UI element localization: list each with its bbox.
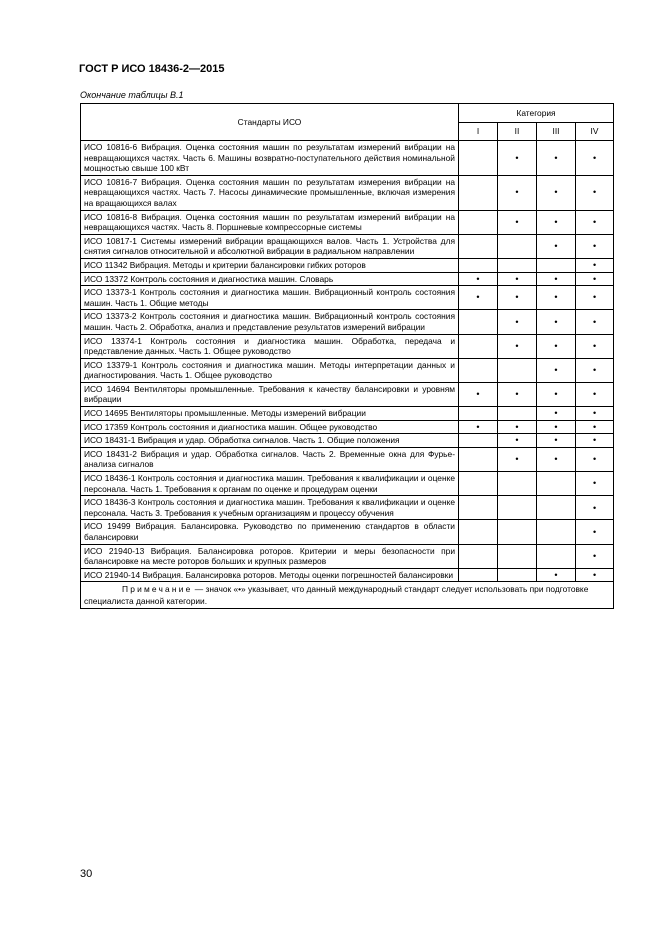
table-row (81, 382, 614, 406)
category-mark-2 (498, 472, 537, 496)
note-label: Примечание (122, 584, 193, 595)
table-row (81, 496, 614, 520)
table-row (81, 568, 614, 582)
document-header: ГОСТ Р ИСО 18436-2—2015 (79, 63, 225, 75)
category-mark-1: • (459, 420, 498, 434)
table-body (81, 141, 614, 582)
category-mark-2: • (498, 141, 537, 176)
category-mark-1 (459, 258, 498, 272)
standard-name: ИСО 18436-3 Контроль состояния и диагностика машин. Требования к квалификации и оценке персонала. Часть 3. Требования к учебным организациям и процессу обучения (81, 496, 459, 520)
category-mark-1 (459, 544, 498, 568)
category-mark-1 (459, 568, 498, 582)
category-mark-1 (459, 234, 498, 258)
page-number: 30 (80, 868, 93, 880)
standard-name: ИСО 13373-1 Контроль состояния и диагностика машин. Вибрационный контроль состояния машин. Часть 1. Общие методы (81, 286, 459, 310)
category-mark-1: • (459, 272, 498, 286)
standard-name: ИСО 10817-1 Системы измерений вибрации вращающихся валов. Часть 1. Устройства для снятия сигналов относительной и абсолютной вибрации в радиальном направлении (81, 234, 459, 258)
standard-name: ИСО 13373-2 Контроль состояния и диагностика машин. Вибрационный контроль состояния машин. Часть 2. Обработка, анализ и представление результатов измерений вибрации (81, 310, 459, 334)
standard-name: ИСО 14695 Вентиляторы промышленные. Методы измерений вибрации (81, 407, 459, 421)
category-mark-4: • (576, 447, 614, 471)
category-mark-2: • (498, 382, 537, 406)
category-mark-3: • (537, 334, 576, 358)
category-mark-2 (498, 496, 537, 520)
standard-name: ИСО 14694 Вентиляторы промышленные. Требования к качеству балансировки и уровням вибрации (81, 382, 459, 406)
category-mark-1 (459, 310, 498, 334)
category-mark-4: • (576, 286, 614, 310)
category-mark-3: • (537, 234, 576, 258)
category-mark-4: • (576, 472, 614, 496)
category-mark-2: • (498, 175, 537, 210)
category-mark-3: • (537, 286, 576, 310)
standard-name: ИСО 18431-2 Вибрация и удар. Обработка сигналов. Часть 2. Временные окна для Фурье-анализа сигналов (81, 447, 459, 471)
category-mark-3: • (537, 420, 576, 434)
category-mark-3: • (537, 141, 576, 176)
category-mark-1 (459, 175, 498, 210)
category-mark-3 (537, 258, 576, 272)
table-row (81, 520, 614, 544)
category-mark-3: • (537, 434, 576, 448)
header-category: Категория (459, 104, 614, 123)
category-mark-2: • (498, 272, 537, 286)
table-row (81, 210, 614, 234)
table-row (81, 258, 614, 272)
category-mark-1 (459, 141, 498, 176)
standard-name: ИСО 13379-1 Контроль состояния и диагностика машин. Методы интерпретации данных и диагностирования. Часть 1. Общее руководство (81, 358, 459, 382)
category-mark-3: • (537, 382, 576, 406)
category-mark-3: • (537, 407, 576, 421)
category-mark-2: • (498, 447, 537, 471)
category-mark-2 (498, 407, 537, 421)
category-mark-2 (498, 358, 537, 382)
category-mark-4: • (576, 358, 614, 382)
category-mark-4: • (576, 407, 614, 421)
table-row (81, 175, 614, 210)
standards-table (80, 103, 614, 609)
category-mark-4: • (576, 520, 614, 544)
category-mark-1 (459, 358, 498, 382)
standard-name: ИСО 13372 Контроль состояния и диагностика машин. Словарь (81, 272, 459, 286)
category-mark-1 (459, 407, 498, 421)
category-mark-1: • (459, 286, 498, 310)
category-mark-3: • (537, 210, 576, 234)
category-mark-2: • (498, 310, 537, 334)
category-mark-1 (459, 472, 498, 496)
standard-name: ИСО 21940-13 Вибрация. Балансировка роторов. Критерии и меры безопасности при балансировке на месте роторов больших и крупных размеров (81, 544, 459, 568)
category-mark-2: • (498, 334, 537, 358)
category-mark-3: • (537, 568, 576, 582)
category-mark-3: • (537, 358, 576, 382)
category-mark-1 (459, 210, 498, 234)
category-mark-2: • (498, 420, 537, 434)
category-mark-1 (459, 434, 498, 448)
category-mark-4: • (576, 496, 614, 520)
category-mark-1 (459, 520, 498, 544)
table-row (81, 234, 614, 258)
note-text: — значок «•» указывает, что данный международный стандарт следует использовать при подготовке специалиста данной категории. (84, 584, 589, 607)
category-mark-4: • (576, 420, 614, 434)
category-mark-2 (498, 568, 537, 582)
standard-name: ИСО 10816-7 Вибрация. Оценка состояния машин по результатам измерения вибрации на невращающихся частях. Часть 7. Насосы динамические промышленные, включая измерения на вращающихся валах (81, 175, 459, 210)
header-category-4: IV (576, 123, 614, 141)
table-row (81, 286, 614, 310)
category-mark-4: • (576, 568, 614, 582)
category-mark-4: • (576, 210, 614, 234)
standard-name: ИСО 13374-1 Контроль состояния и диагностика машин. Обработка, передача и представление данных. Часть 1. Общее руководство (81, 334, 459, 358)
table-row (81, 434, 614, 448)
category-mark-2 (498, 258, 537, 272)
header-category-1: I (459, 123, 498, 141)
standard-name: ИСО 10816-8 Вибрация. Оценка состояния машин по результатам измерений вибрации на невращающихся частях. Часть 8. Поршневые компрессорные системы (81, 210, 459, 234)
category-mark-4: • (576, 175, 614, 210)
table-row (81, 358, 614, 382)
category-mark-2: • (498, 210, 537, 234)
header-standards: Стандарты ИСО (81, 104, 459, 141)
category-mark-4: • (576, 141, 614, 176)
header-category-2: II (498, 123, 537, 141)
category-mark-3 (537, 520, 576, 544)
category-mark-4: • (576, 382, 614, 406)
table-row (81, 420, 614, 434)
category-mark-4: • (576, 434, 614, 448)
category-mark-3 (537, 496, 576, 520)
category-mark-3 (537, 472, 576, 496)
table-row (81, 310, 614, 334)
table-caption: Окончание таблицы В.1 (80, 90, 184, 100)
category-mark-1 (459, 496, 498, 520)
category-mark-2: • (498, 434, 537, 448)
category-mark-3: • (537, 272, 576, 286)
table-row (81, 472, 614, 496)
category-mark-4: • (576, 272, 614, 286)
category-mark-4: • (576, 310, 614, 334)
standard-name: ИСО 17359 Контроль состояния и диагностика машин. Общее руководство (81, 420, 459, 434)
header-category-3: III (537, 123, 576, 141)
category-mark-2 (498, 520, 537, 544)
table-row (81, 272, 614, 286)
category-mark-2 (498, 234, 537, 258)
table-note (81, 582, 614, 609)
table-row (81, 544, 614, 568)
standard-name: ИСО 21940-14 Вибрация. Балансировка роторов. Методы оценки погрешностей балансировки (81, 568, 459, 582)
table-row (81, 447, 614, 471)
standard-name: ИСО 18436-1 Контроль состояния и диагностика машин. Требования к квалификации и оценке персонала. Часть 1. Требования к органам по оценке и процедурам оценки (81, 472, 459, 496)
table-row (81, 141, 614, 176)
category-mark-1 (459, 447, 498, 471)
standard-name: ИСО 10816-6 Вибрация. Оценка состояния машин по результатам измерений вибрации на невращающихся частях. Часть 6. Машины возвратно-поступательного действия номинальной мощностью свыше 100 кВт (81, 141, 459, 176)
category-mark-4: • (576, 258, 614, 272)
category-mark-3: • (537, 310, 576, 334)
category-mark-2 (498, 544, 537, 568)
standard-name: ИСО 19499 Вибрация. Балансировка. Руководство по применению стандартов в области балансировки (81, 520, 459, 544)
standard-name: ИСО 18431-1 Вибрация и удар. Обработка сигналов. Часть 1. Общие положения (81, 434, 459, 448)
category-mark-3 (537, 544, 576, 568)
category-mark-2: • (498, 286, 537, 310)
standard-name: ИСО 11342 Вибрация. Методы и критерии балансировки гибких роторов (81, 258, 459, 272)
table-row (81, 334, 614, 358)
category-mark-4: • (576, 234, 614, 258)
category-mark-3: • (537, 447, 576, 471)
category-mark-1 (459, 334, 498, 358)
category-mark-4: • (576, 334, 614, 358)
category-mark-4: • (576, 544, 614, 568)
category-mark-1: • (459, 382, 498, 406)
category-mark-3: • (537, 175, 576, 210)
table-row (81, 407, 614, 421)
